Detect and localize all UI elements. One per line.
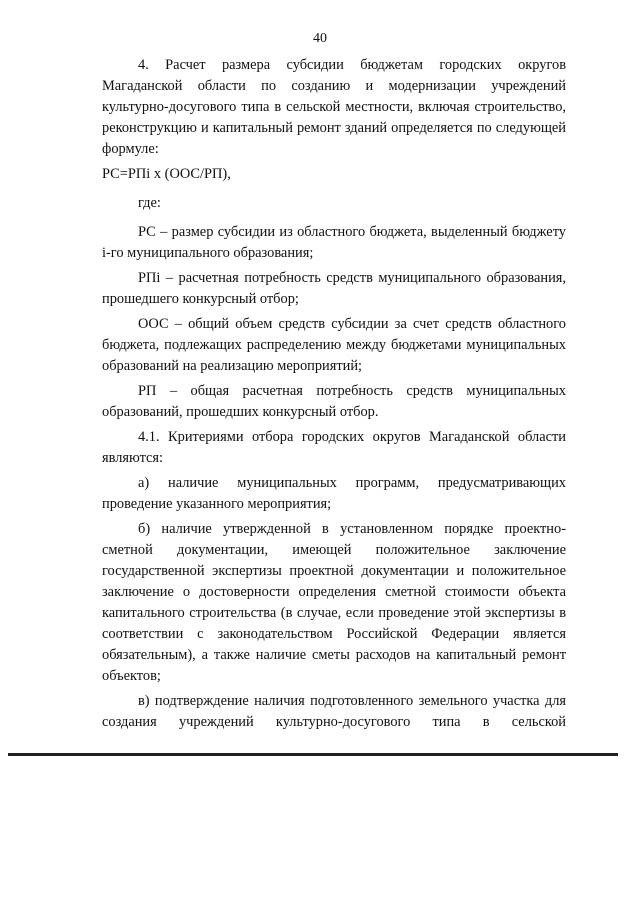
where-label: где: <box>138 195 161 211</box>
paragraph-selection-criteria: 4.1. Критериями отбора городских округов Магаданской области являются: <box>102 429 566 466</box>
definition-rp: РП – общая расчетная потребность средств муниципальных образований, прошедших конкурсный отбор. <box>102 383 566 420</box>
definition-rs: РС – размер субсидии из областного бюджета, выделенный бюджету i-го муниципального образования; <box>102 224 566 261</box>
formula: РС=РПi х (ООС/РП), <box>102 166 231 182</box>
document-body <box>102 55 566 737</box>
criterion-b: б) наличие утвержденной в установленном порядке проектно-сметной документации, имеющей положительное заключение государственной экспертизы проектной документации и положительное заключение о достоверности определения сметной стоимости объекта капитального строительства (в случае, если проведение этой экспертизы в соответствии с законодательством Российской Федерации является обязательным), а также наличие сметы расходов на капитальный ремонт объектов; <box>102 521 566 684</box>
paragraph-subsidy-calculation: 4. Расчет размера субсидии бюджетам городских округов Магаданской области по созданию и модернизации учреждений культурно-досугового типа в сельской местности, включая строительство, реконструкцию и капитальный ремонт зданий определяется по следующей формуле: <box>102 57 566 157</box>
criterion-v: в) подтверждение наличия подготовленного земельного участка для создания учреждений культурно-досугового типа в сельской <box>102 693 566 730</box>
definition-oos: ООС – общий объем средств субсидии за счет средств областного бюджета, подлежащих распределению между бюджетами муниципальных образований на реализацию мероприятий; <box>102 316 566 374</box>
criterion-a: а) наличие муниципальных программ, предусматривающих проведение указанного мероприятия; <box>102 475 566 512</box>
page-bottom-rule <box>8 753 618 756</box>
definition-rpi: РПi – расчетная потребность средств муниципального образования, прошедшего конкурсный отбор; <box>102 270 566 307</box>
page-number: 40 <box>313 31 327 46</box>
